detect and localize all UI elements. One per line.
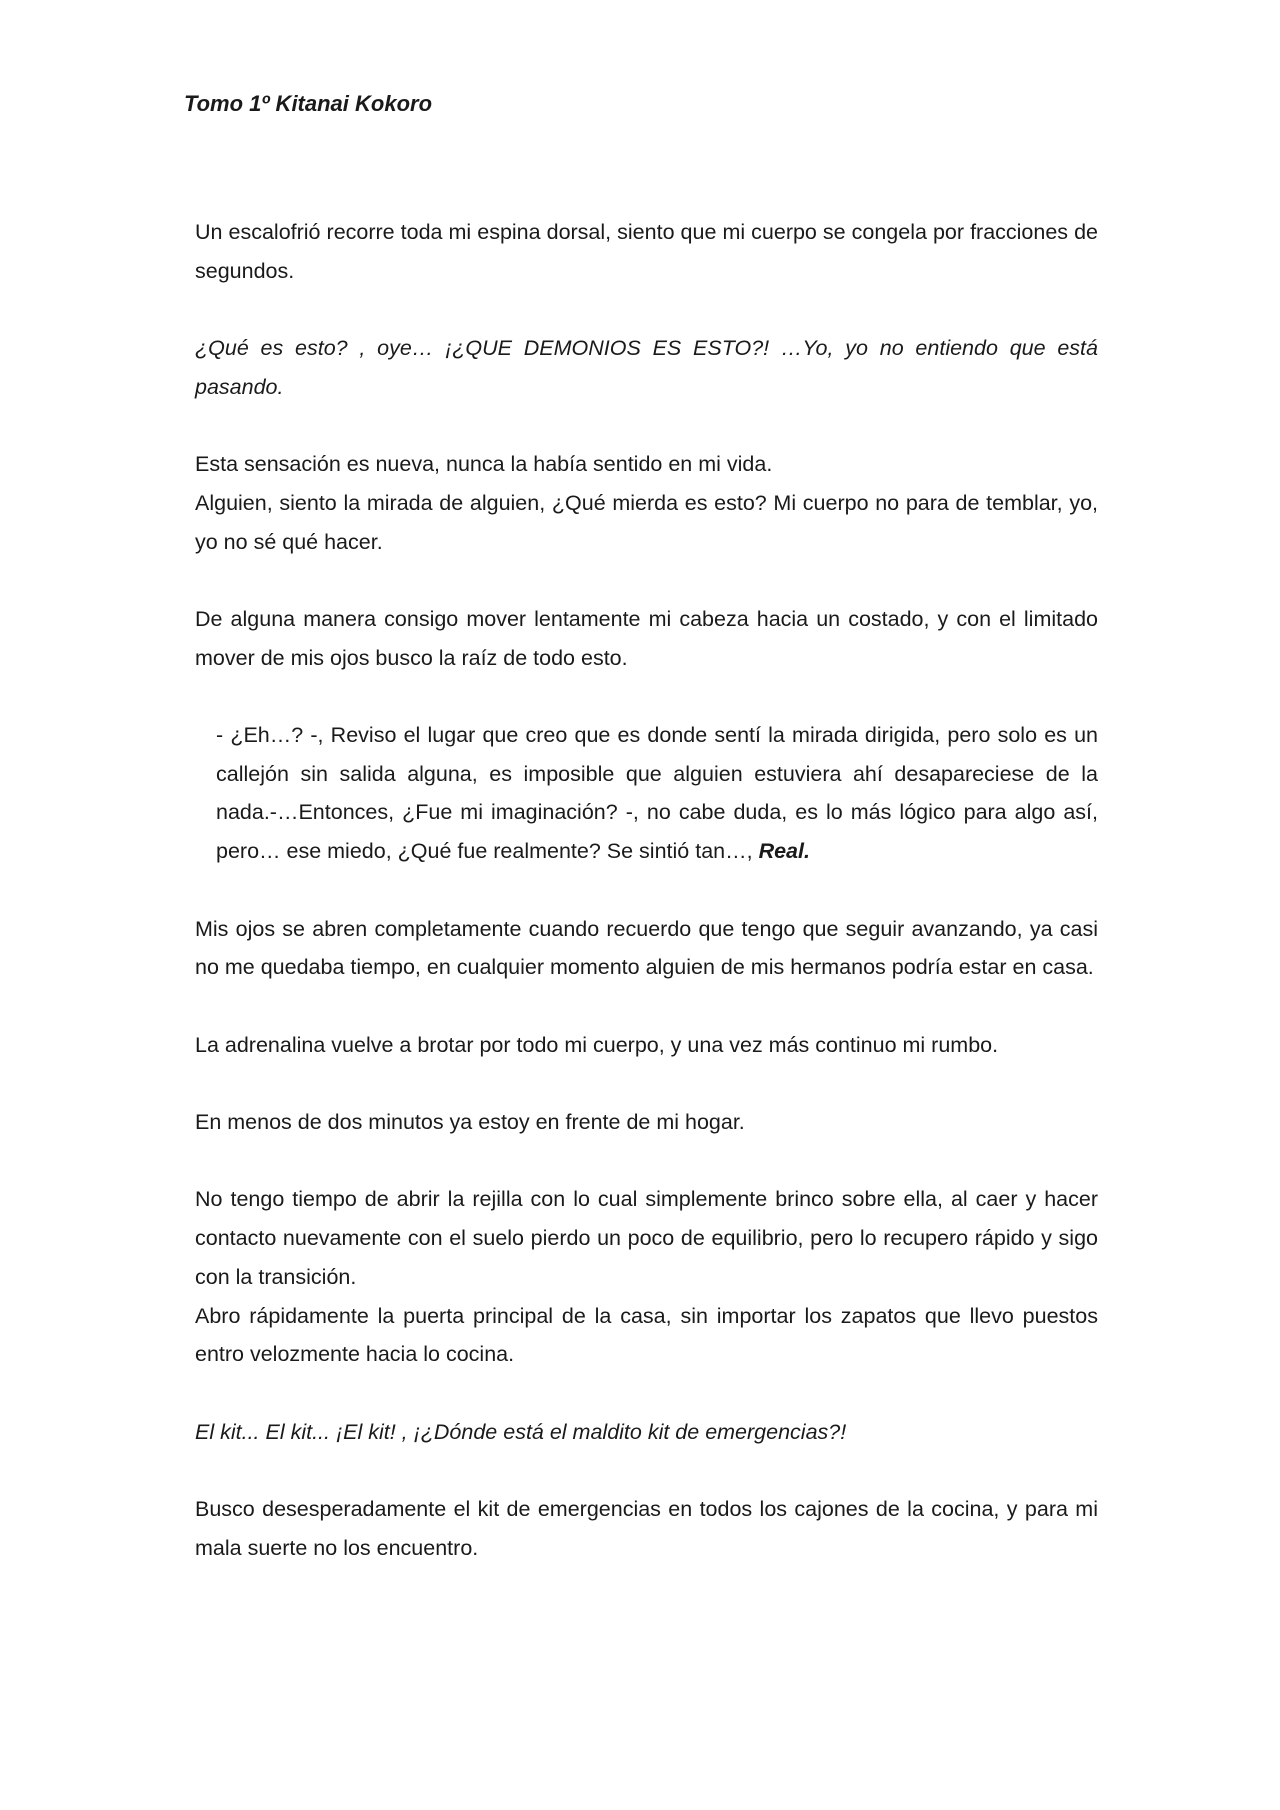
paragraph-thought: ¿Qué es esto? , oye… ¡¿QUE DEMONIOS ES ESTO?! …Yo, yo no entiendo que está pasando. [195, 336, 1098, 399]
paragraph-text: - ¿Eh…? -, Reviso el lugar que creo que es donde sentí la mirada dirigida, pero solo es un callejón sin salida alguna, es imposible que alguien estuviera ahí desapareciese de la nada.-…Entonces, ¿Fue mi imaginación? -, no cabe duda, es lo más lógico para algo así, pero… ese miedo, ¿Qué fue realmente? Se sintió tan…, [216, 723, 1098, 864]
paragraph-gap [184, 407, 1098, 446]
paragraph-dialogue [184, 716, 1098, 871]
paragraph-gap [184, 290, 1098, 329]
document-title: Tomo 1º Kitanai Kokoro [184, 91, 433, 116]
paragraph: Mis ojos se abren completamente cuando recuerdo que tengo que seguir avanzando, ya casi no me quedaba tiempo, en cualquier momento alguien de mis hermanos podría estar en casa. [195, 916, 1098, 980]
paragraph-gap [184, 1064, 1098, 1103]
paragraph-thought: El kit... El kit... ¡El kit! , ¡¿Dónde está el maldito kit de emergencias?! [195, 1419, 847, 1444]
paragraph: En menos de dos minutos ya estoy en frente de mi hogar. [195, 1110, 745, 1135]
paragraph-gap [184, 1374, 1098, 1413]
paragraph: Esta sensación es nueva, nunca la había sentido en mi vida. [195, 452, 773, 477]
document-body [184, 213, 1098, 1567]
paragraph: Alguien, siento la mirada de alguien, ¿Qué mierda es esto? Mi cuerpo no para de temblar, yo, yo no sé qué hacer. [195, 490, 1098, 554]
paragraph: Busco desesperadamente el kit de emergencias en todos los cajones de la cocina, y para mi mala suerte no los encuentro. [195, 1497, 1098, 1560]
document-page [184, 0, 1098, 1810]
paragraph-gap [184, 1451, 1098, 1490]
paragraph-gap [184, 677, 1098, 716]
paragraph: No tengo tiempo de abrir la rejilla con lo cual simplemente brinco sobre ella, al caer y hacer contacto nuevamente con el suelo pierdo un poco de equilibrio, pero lo recupero rápido y sigo con la transición. [195, 1187, 1098, 1289]
paragraph-gap [184, 561, 1098, 600]
paragraph: Un escalofrió recorre toda mi espina dorsal, siento que mi cuerpo se congela por fracciones de segundos. [195, 220, 1098, 283]
paragraph: Abro rápidamente la puerta principal de la casa, sin importar los zapatos que llevo puestos entro velozmente hacia lo cocina. [195, 1303, 1098, 1367]
paragraph: La adrenalina vuelve a brotar por todo mi cuerpo, y una vez más continuo mi rumbo. [195, 1032, 999, 1057]
paragraph-gap [184, 1142, 1098, 1181]
paragraph: De alguna manera consigo mover lentamente mi cabeza hacia un costado, y con el limitado mover de mis ojos busco la raíz de todo esto. [195, 606, 1098, 670]
paragraph-gap [184, 871, 1098, 910]
emphasis-text: Real. [758, 839, 810, 864]
paragraph-gap [184, 987, 1098, 1026]
